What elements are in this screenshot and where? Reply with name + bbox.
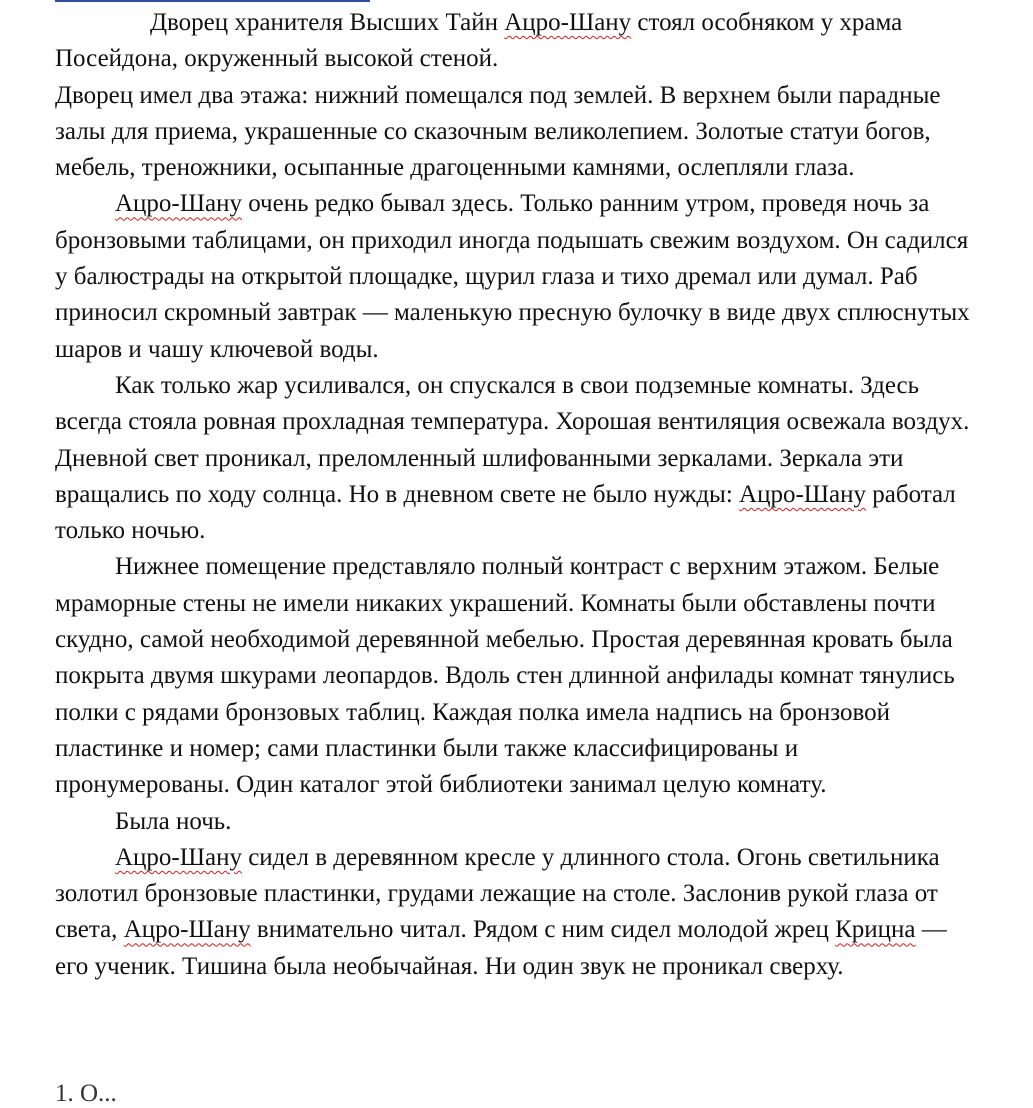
paragraph <box>55 549 973 803</box>
paragraph-text: сидел в деревянном кресле у длинного стола. Огонь светильника золотил бронзовые пластинки, грудами лежащие на столе. Заслонив рукой глаза от света, <box>55 843 940 944</box>
paragraph <box>55 5 973 78</box>
paragraph-text: Была ночь. <box>115 807 232 835</box>
paragraph-text: работал только ночью. <box>55 480 956 545</box>
paragraph <box>55 368 973 549</box>
paragraph <box>55 78 973 187</box>
document-body[interactable] <box>55 5 973 985</box>
misspelled-word[interactable]: Ацро-Шану <box>739 480 866 508</box>
cut-off-next-line <box>55 1080 385 1107</box>
paragraph-text: Нижнее помещение представляло полный контраст с верхним этажом. Белые мраморные стены не имели никаких украшений. Комнаты были обставлены почти скудно, самой необходимой деревянной мебелью. Простая деревянная кровать была покрыта двумя шкурами леопардов. Вдоль стен длинной анфилады комнат тянулись полки с рядами бронзовых таблиц. Каждая полка имела надпись на бронзовой пластинке и номер; сами пластинки были также классифицированы и пронумерованы. Один каталог этой библиотеки занимал целую комнату. <box>55 553 955 799</box>
misspelled-word[interactable]: Крицна <box>835 916 916 944</box>
cut-off-line-text: 1. О... <box>55 1080 117 1107</box>
paragraph-text: Дворец хранителя Высших Тайн <box>150 9 505 36</box>
paragraph <box>55 840 973 985</box>
paragraph-text: Дворец имел два этажа: нижний помещался под землей. В верхнем были парадные залы для приема, украшенные со сказочным великолепием. Золотые статуи богов, мебель, треножники, осыпанные драгоценными камнями, ослепляли глаза. <box>55 81 941 182</box>
misspelled-word[interactable]: Ацро-Шану <box>504 9 632 36</box>
paragraph-text: очень редко бывал здесь. Только ранним утром, проведя ночь за бронзовыми таблицами, он приходил иногда подышать свежим воздухом. Он садился у балюстрады на открытой площадке, щурил глаза и тихо дремал или думал. Раб приносил скромный завтрак — маленькую пресную булочку в виде двух сплюснутых шаров и чашу ключевой воды. <box>55 190 970 363</box>
misspelled-word[interactable]: Ацро-Шану <box>115 843 242 871</box>
paragraph <box>55 804 973 840</box>
paragraph-text: внимательно читал. Рядом с ним сидел молодой жрец <box>250 916 836 944</box>
misspelled-word[interactable]: Ацро-Шану <box>123 916 251 944</box>
paragraph-text: — его ученик. Тишина была необычайная. Ни один звук не проникал сверху. <box>55 916 947 980</box>
misspelled-word[interactable]: Ацро-Шану <box>115 190 242 218</box>
paragraph <box>55 186 973 367</box>
paragraph-text: стоял особняком у храма Посейдона, окруженный высокой стеной. <box>55 9 903 73</box>
paragraph-text: Как только жар усиливался, он спускался в свои подземные комнаты. Здесь всегда стояла ровная прохладная температура. Хорошая вентиляция освежала воздух. Дневной свет проникал, преломленный шлифованными зеркалами. Зеркала эти вращались по ходу солнца. Но в дневном свете не было нужды: <box>55 371 970 508</box>
cut-off-previous-line <box>55 0 370 2</box>
